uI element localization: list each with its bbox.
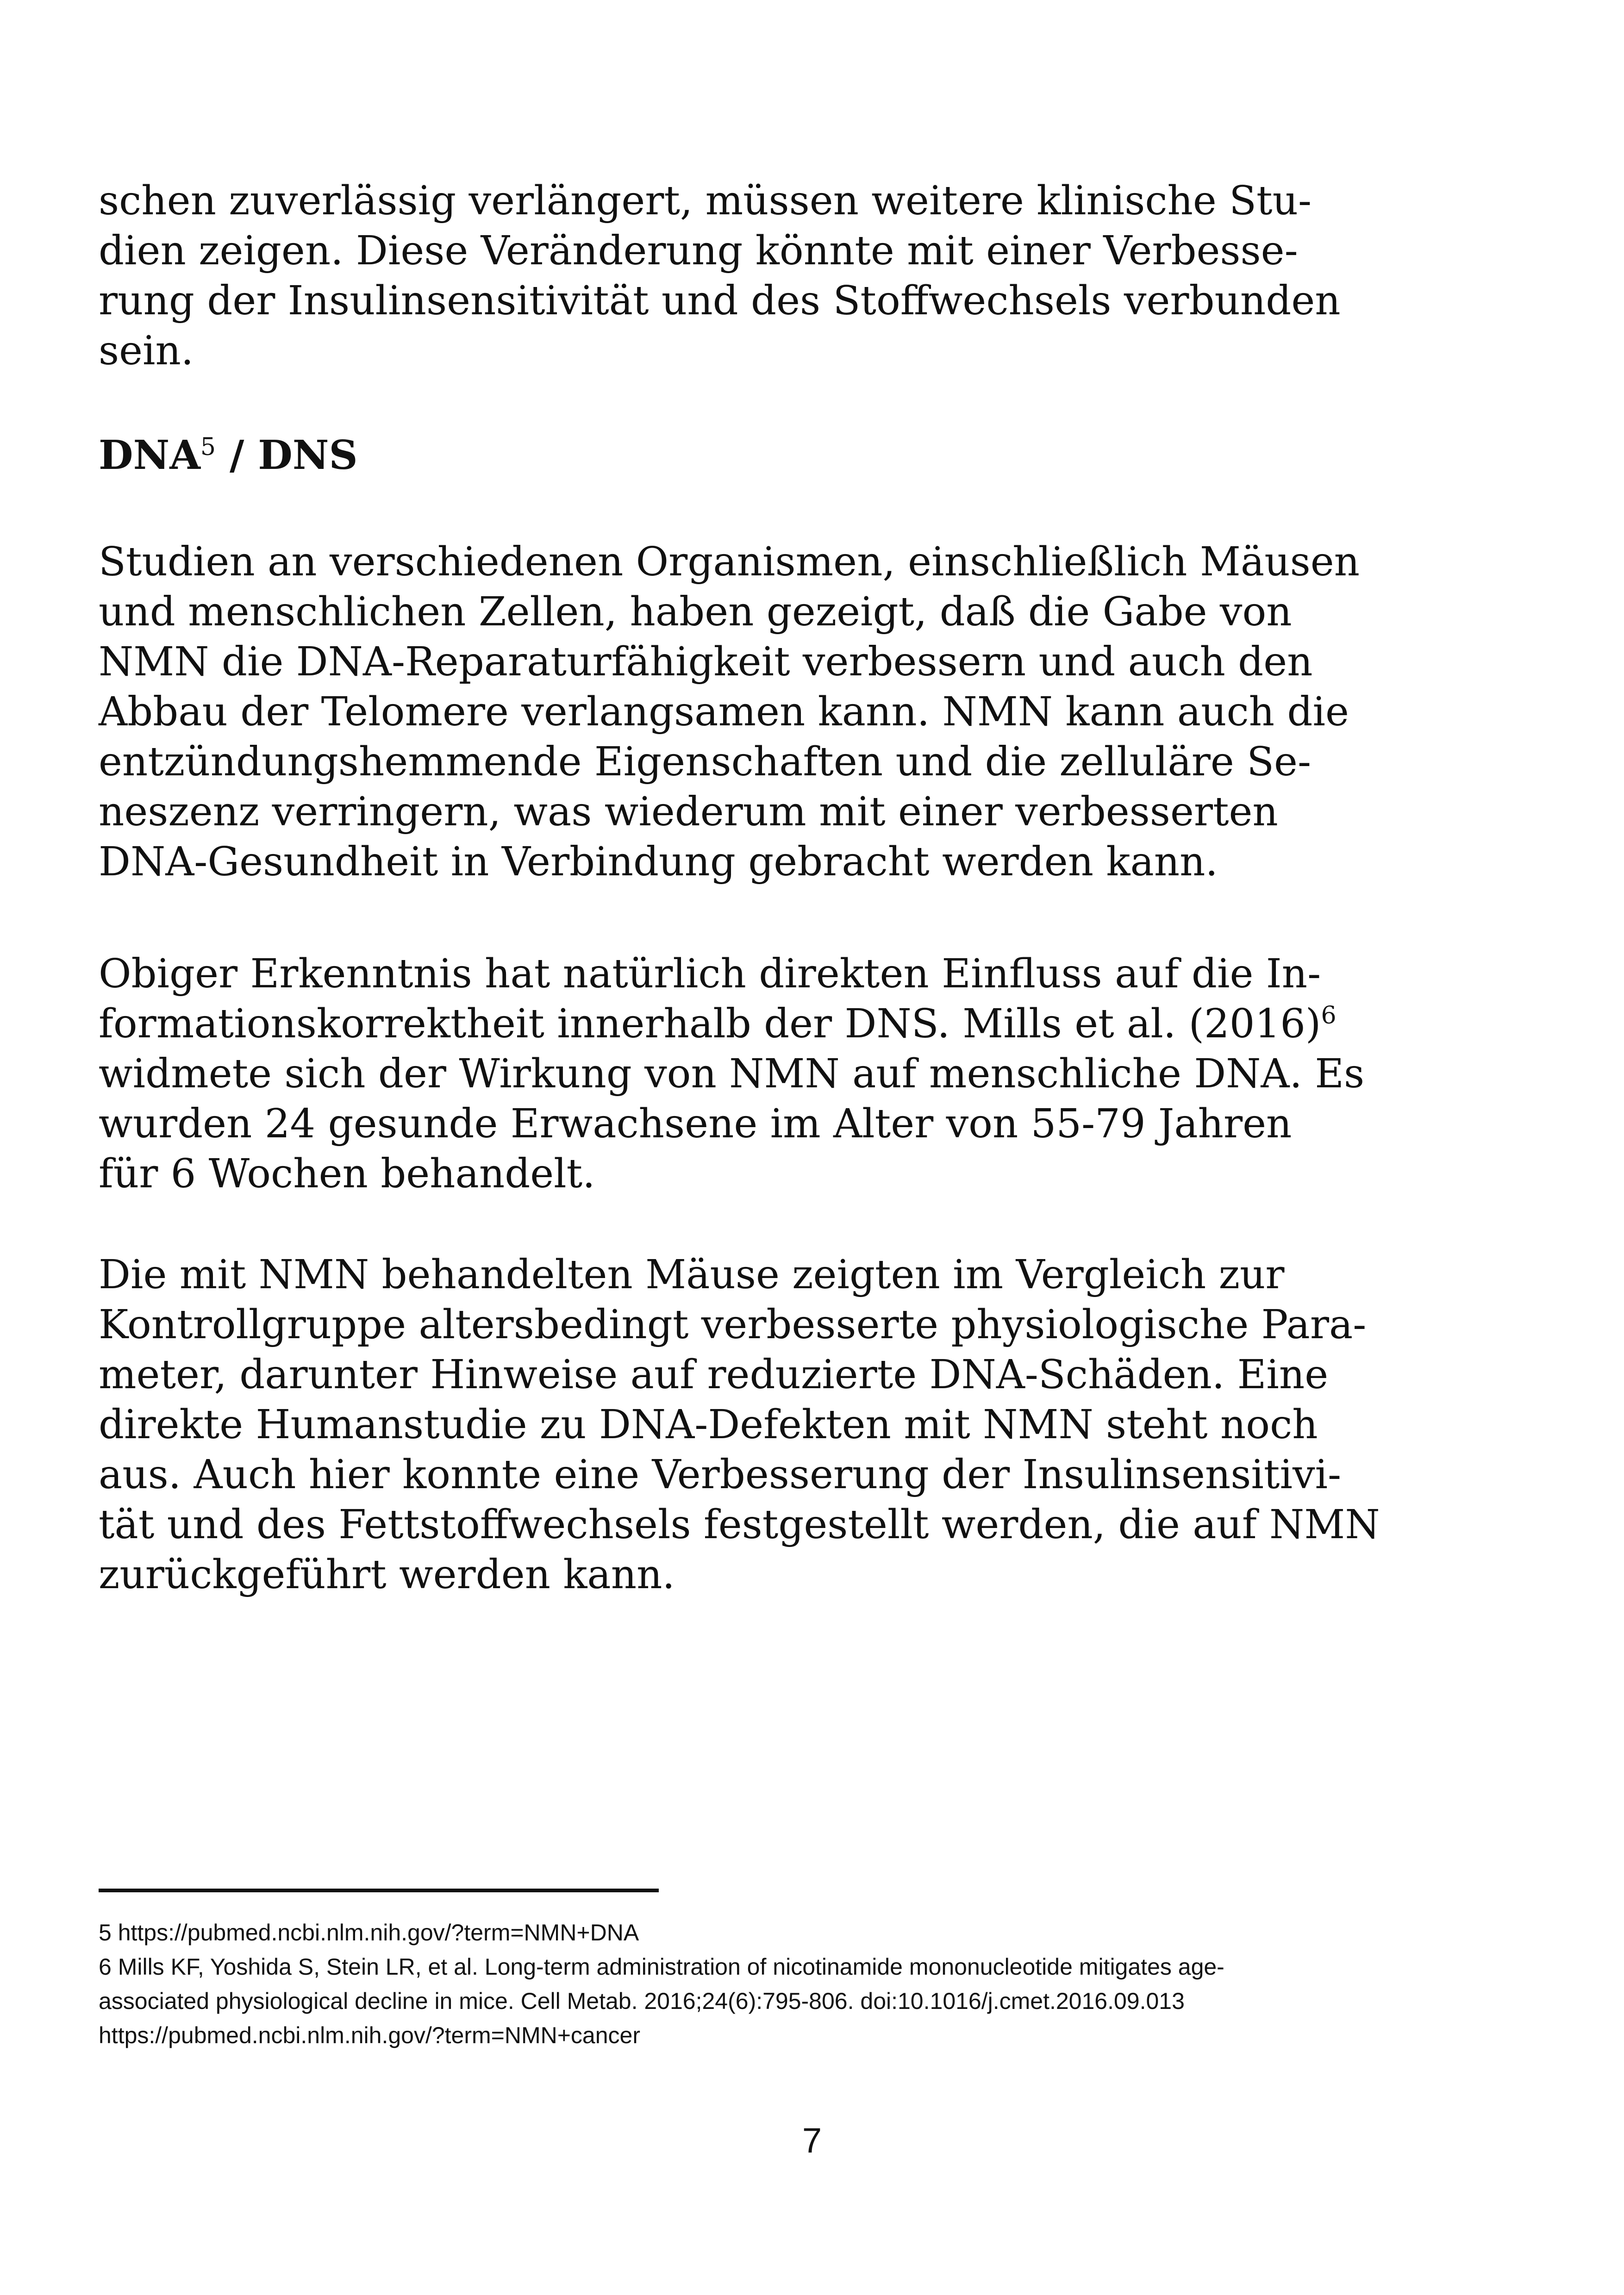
footnote-ref-5[interactable]: 5: [200, 433, 216, 461]
text-line: rung der Insulinsensitivität und des Stoffwechsels verbunden: [99, 278, 1341, 324]
footnote-6: 6 Mills KF, Yoshida S, Stein LR, et al. Long-term administration of nicotinamide mononucleotide mitigates age-: [99, 1954, 1224, 1980]
text-line: aus. Auch hier konnte eine Verbesserung der Insulinsensitivi-: [99, 1452, 1342, 1498]
text-line: und menschlichen Zellen, haben gezeigt, daß die Gabe von: [99, 589, 1292, 635]
text-line: meter, darunter Hinweise auf reduzierte DNA-Schäden. Eine: [99, 1352, 1329, 1398]
intro-paragraph: [99, 176, 1450, 376]
text-line: sein.: [99, 328, 194, 374]
footnote-6-continued: associated physiological decline in mice. Cell Metab. 2016;24(6):795-806. doi:10.1016/j.cmet.2016.09.013: [99, 1988, 1185, 2014]
body-paragraph-2: [99, 949, 1450, 1199]
text-line: dien zeigen. Diese Veränderung könnte mit einer Verbesse-: [99, 228, 1298, 274]
section-heading: [99, 430, 358, 480]
heading-text: DNA: [99, 432, 200, 479]
footnote-6-link[interactable]: https://pubmed.ncbi.nlm.nih.gov/?term=NMN+cancer: [99, 2022, 640, 2048]
text-line: NMN die DNA-Reparaturfähigkeit verbessern und auch den: [99, 639, 1313, 685]
text-line: direkte Humanstudie zu DNA-Defekten mit NMN steht noch: [99, 1402, 1318, 1448]
text-line: neszenz verringern, was wiederum mit einer verbesserten: [99, 789, 1278, 835]
text-line: für 6 Wochen behandelt.: [99, 1151, 595, 1197]
text-line: Kontrollgruppe altersbedingt verbesserte physiologische Para-: [99, 1302, 1367, 1348]
text-line: DNA-Gesundheit in Verbindung gebracht werden kann.: [99, 839, 1218, 885]
footnotes: [99, 1915, 1464, 2052]
text-line: Obiger Erkenntnis hat natürlich direkten Einfluss auf die In-: [99, 951, 1321, 997]
footnote-divider: [99, 1889, 659, 1892]
text-line: Die mit NMN behandelten Mäuse zeigten im Vergleich zur: [99, 1252, 1285, 1298]
text-line: tät und des Fettstoffwechsels festgestellt werden, die auf NMN: [99, 1502, 1380, 1548]
text-line: Abbau der Telomere verlangsamen kann. NMN kann auch die: [99, 689, 1349, 735]
text-line: entzündungshemmende Eigenschaften und die zelluläre Se-: [99, 739, 1312, 785]
page-number: 7: [802, 2121, 822, 2160]
text-line: [99, 999, 1450, 1049]
text-line: wurden 24 gesunde Erwachsene im Alter von 55-79 Jahren: [99, 1101, 1292, 1147]
text-line: Studien an verschiedenen Organismen, einschließlich Mäusen: [99, 539, 1360, 585]
footnote-ref-6[interactable]: 6: [1321, 1002, 1337, 1029]
text-line: widmete sich der Wirkung von NMN auf menschliche DNA. Es: [99, 1051, 1365, 1097]
body-paragraph-3: [99, 1250, 1450, 1600]
text-line: schen zuverlässig verlängert, müssen weitere klinische Stu-: [99, 178, 1312, 224]
body-paragraph-1: [99, 537, 1450, 887]
footnote-5[interactable]: 5 https://pubmed.ncbi.nlm.nih.gov/?term=NMN+DNA: [99, 1920, 639, 1946]
heading-text-rest: / DNS: [216, 432, 358, 479]
text-line: zurückgeführt werden kann.: [99, 1552, 675, 1598]
line-text: formationskorrektheit innerhalb der DNS. Mills et al. (2016): [99, 1001, 1321, 1047]
